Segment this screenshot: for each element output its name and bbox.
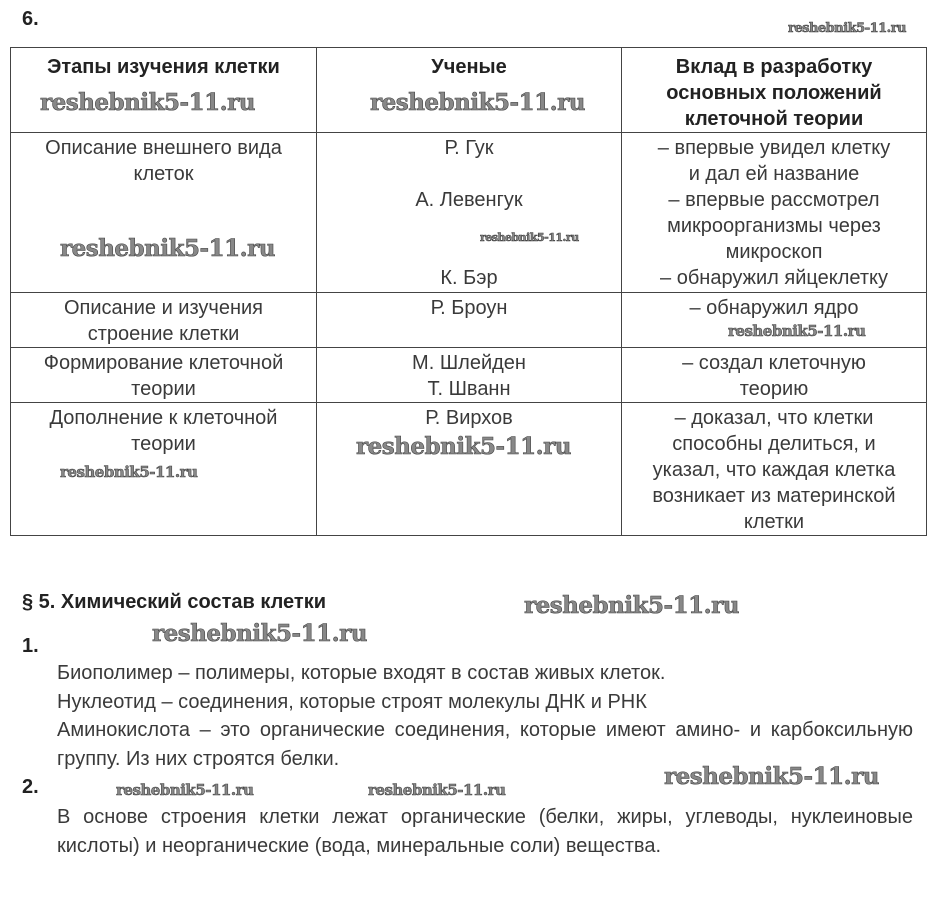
stage-cell: [11, 293, 317, 348]
cell-line: [321, 161, 617, 187]
task-number: 6.: [22, 8, 39, 30]
cell-line: Т. Шванн: [427, 378, 511, 400]
item2-text: В основе строения клетки лежат органические (белки, жиры, углеводы, нуклеиновые кислоты) и неорганические (вода, минеральные соли) вещества.: [57, 806, 913, 857]
scientists-cell: [317, 403, 622, 536]
cell-line: теории: [131, 433, 196, 455]
scientists-cell: [317, 293, 622, 348]
section-title: § 5. Химический состав клетки: [22, 591, 327, 613]
item2-number: 2.: [22, 776, 39, 798]
table-row: [11, 133, 927, 293]
definition-aminoacid: Аминокислота – это органические соединения, которые имеют амино- и карбоксильную группу. Из них строятся белки.: [57, 719, 913, 770]
table-row: [11, 348, 927, 403]
watermark: reshebnik5-11.ru: [480, 231, 579, 244]
stage-cell: [11, 133, 317, 293]
contribution-cell: [622, 348, 927, 403]
watermark: reshebnik5-11.ru: [60, 463, 198, 481]
watermark: reshebnik5-11.ru: [728, 322, 866, 340]
header-scientists: Ученые: [317, 48, 622, 133]
cell-line: Формирование клеточной: [43, 352, 284, 374]
cell-line: М. Шлейден: [412, 352, 526, 374]
cell-line: и дал ей название: [688, 163, 860, 185]
watermark: reshebnik5-11.ru: [368, 781, 506, 799]
cell-line: микроорганизмы через: [667, 215, 881, 237]
scientists-cell: [317, 133, 622, 293]
cell-line: Описание внешнего вида: [45, 137, 282, 159]
cell-line: – впервые увидел клетку: [657, 137, 891, 159]
cell-line: Р. Броун: [430, 297, 508, 319]
cell-line: – впервые рассмотрел: [668, 189, 880, 211]
contribution-cell: [622, 133, 927, 293]
cell-line: указал, что каждая клетка: [652, 459, 896, 481]
cell-line: теории: [131, 378, 196, 400]
cell-line: микроскоп: [725, 241, 823, 263]
scientists-cell: [317, 348, 622, 403]
cell-line: – обнаружил яйцеклетку: [660, 267, 888, 289]
cell-line: возникает из материнской: [652, 485, 896, 507]
definition-nucleotide: Нуклеотид – соединения, которые строят молекулы ДНК и РНК: [57, 691, 647, 713]
watermark: reshebnik5-11.ru: [40, 89, 255, 116]
cell-line: – создал клеточную: [682, 352, 866, 374]
cell-line: К. Бэр: [440, 267, 498, 289]
cell-line: А. Левенгук: [415, 189, 523, 211]
cell-line: Описание и изучения: [63, 297, 263, 319]
cell-line: способны делиться, и: [672, 433, 876, 455]
watermark: reshebnik5-11.ru: [370, 89, 585, 116]
watermark: reshebnik5-11.ru: [60, 235, 275, 262]
watermark: reshebnik5-11.ru: [788, 21, 907, 36]
cell-line: клетки: [743, 511, 805, 533]
cell-line: – обнаружил ядро: [689, 297, 859, 319]
contribution-cell: [622, 403, 927, 536]
cell-line: – доказал, что клетки: [674, 407, 874, 429]
cell-line: Дополнение к клеточной: [49, 407, 278, 429]
watermark: reshebnik5-11.ru: [524, 592, 739, 619]
header-stages: Этапы изучения клетки: [11, 48, 317, 133]
watermark: reshebnik5-11.ru: [664, 763, 879, 790]
watermark: reshebnik5-11.ru: [116, 781, 254, 799]
item1-number: 1.: [22, 635, 39, 657]
watermark: reshebnik5-11.ru: [356, 433, 571, 460]
watermark: reshebnik5-11.ru: [152, 620, 367, 647]
cell-line: Р. Гук: [444, 137, 494, 159]
cell-line: Р. Вирхов: [425, 407, 513, 429]
cell-line: клеток: [133, 163, 194, 185]
header-contribution: Вклад в разработку основных положений клеточной теории: [622, 48, 927, 133]
stage-cell: [11, 348, 317, 403]
definition-biopolymer: Биополимер – полимеры, которые входят в состав живых клеток.: [57, 662, 666, 684]
cell-line: строение клетки: [87, 323, 240, 345]
cell-line: теорию: [739, 378, 809, 400]
